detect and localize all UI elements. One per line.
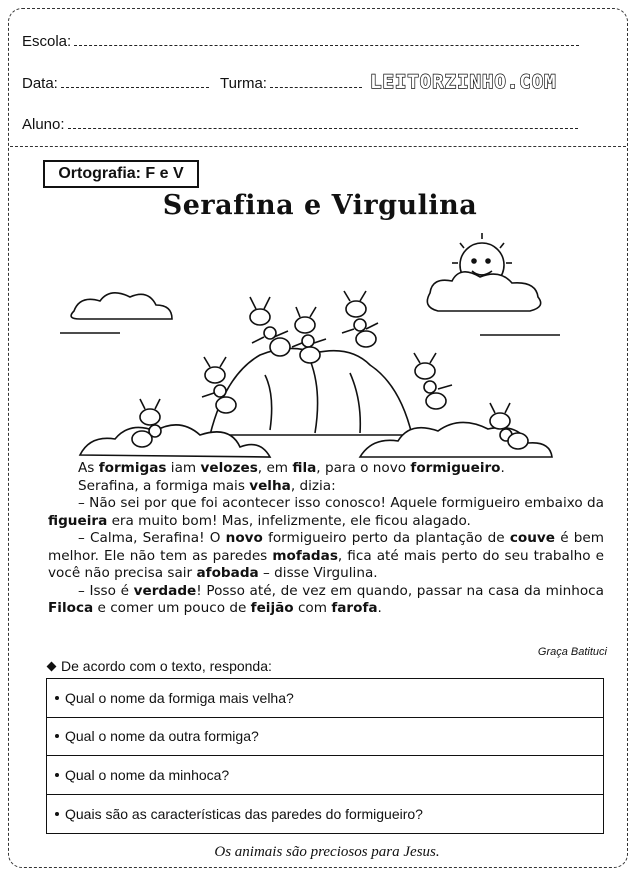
ant-icon <box>414 353 452 409</box>
question-row[interactable] <box>47 795 603 834</box>
student-label: Aluno: <box>22 116 65 133</box>
school-label: Escola: <box>22 33 72 50</box>
question-text: Qual o nome da outra formiga? <box>65 728 259 745</box>
diamond-bullet-icon <box>47 661 57 671</box>
bullet-icon <box>55 812 59 816</box>
school-blank[interactable] <box>74 34 579 46</box>
question-row[interactable] <box>47 718 603 757</box>
question-text: Qual o nome da formiga mais velha? <box>65 689 294 706</box>
class-field <box>220 75 362 93</box>
ants-anthill-illustration <box>60 225 570 460</box>
topic-label: Ortografia: F e V <box>43 160 199 188</box>
bullet-icon <box>55 734 59 738</box>
date-blank[interactable] <box>61 76 209 88</box>
activity-instruction <box>48 658 272 674</box>
question-row[interactable] <box>47 756 603 795</box>
ant-icon <box>250 297 290 356</box>
bullet-icon <box>55 773 59 777</box>
story-text <box>48 460 604 618</box>
bullet-icon <box>55 696 59 700</box>
date-field <box>22 75 209 93</box>
class-blank[interactable] <box>270 76 362 88</box>
date-label: Data: <box>22 75 58 92</box>
questions-box <box>46 678 604 834</box>
class-label: Turma: <box>220 75 267 92</box>
question-row[interactable] <box>47 679 603 718</box>
story-paragraph: Serafina, a formiga mais velha, dizia: <box>78 477 336 494</box>
cloud-left-shape <box>71 293 172 319</box>
story-paragraph: As formigas iam velozes, em fila, para o novo formigueiro. <box>78 460 505 476</box>
student-blank[interactable] <box>68 117 578 129</box>
question-text: Quais são as características das paredes do formigueiro? <box>65 805 423 822</box>
site-logo: LEITORZINHO.COM <box>370 71 557 93</box>
footer-message: Os animais são preciosos para Jesus. <box>214 844 440 860</box>
header-divider <box>10 146 626 147</box>
story-paragraph: – Isso é verdade! Posso até, de vez em quando, passar na casa da minhoca Filoca e comer um pouco de feijão com farofa. <box>48 582 604 616</box>
story-paragraph: – Calma, Serafina! O novo formigueiro perto da plantação de couve é bem melhor. Ele não tem as paredes mofadas, fica até mais perto do seu trabalho e você não precisa sair afobada – disse Virgulina. <box>48 530 604 581</box>
ant-icon <box>342 291 378 347</box>
student-field <box>22 116 578 134</box>
instruction-text: De acordo com o texto, responda: <box>61 658 272 674</box>
question-text: Qual o nome da minhoca? <box>65 766 230 783</box>
story-title: Serafina e Virgulina <box>162 190 478 221</box>
cloud-right-shape <box>427 272 540 311</box>
story-paragraph: – Não sei por que foi acontecer isso conosco! Aquele formigueiro embaixo da figueira era muito bom! Mas, infelizmente, ele ficou alagado. <box>48 495 604 529</box>
author-credit: Graça Batituci <box>537 646 607 658</box>
school-field <box>22 33 579 51</box>
